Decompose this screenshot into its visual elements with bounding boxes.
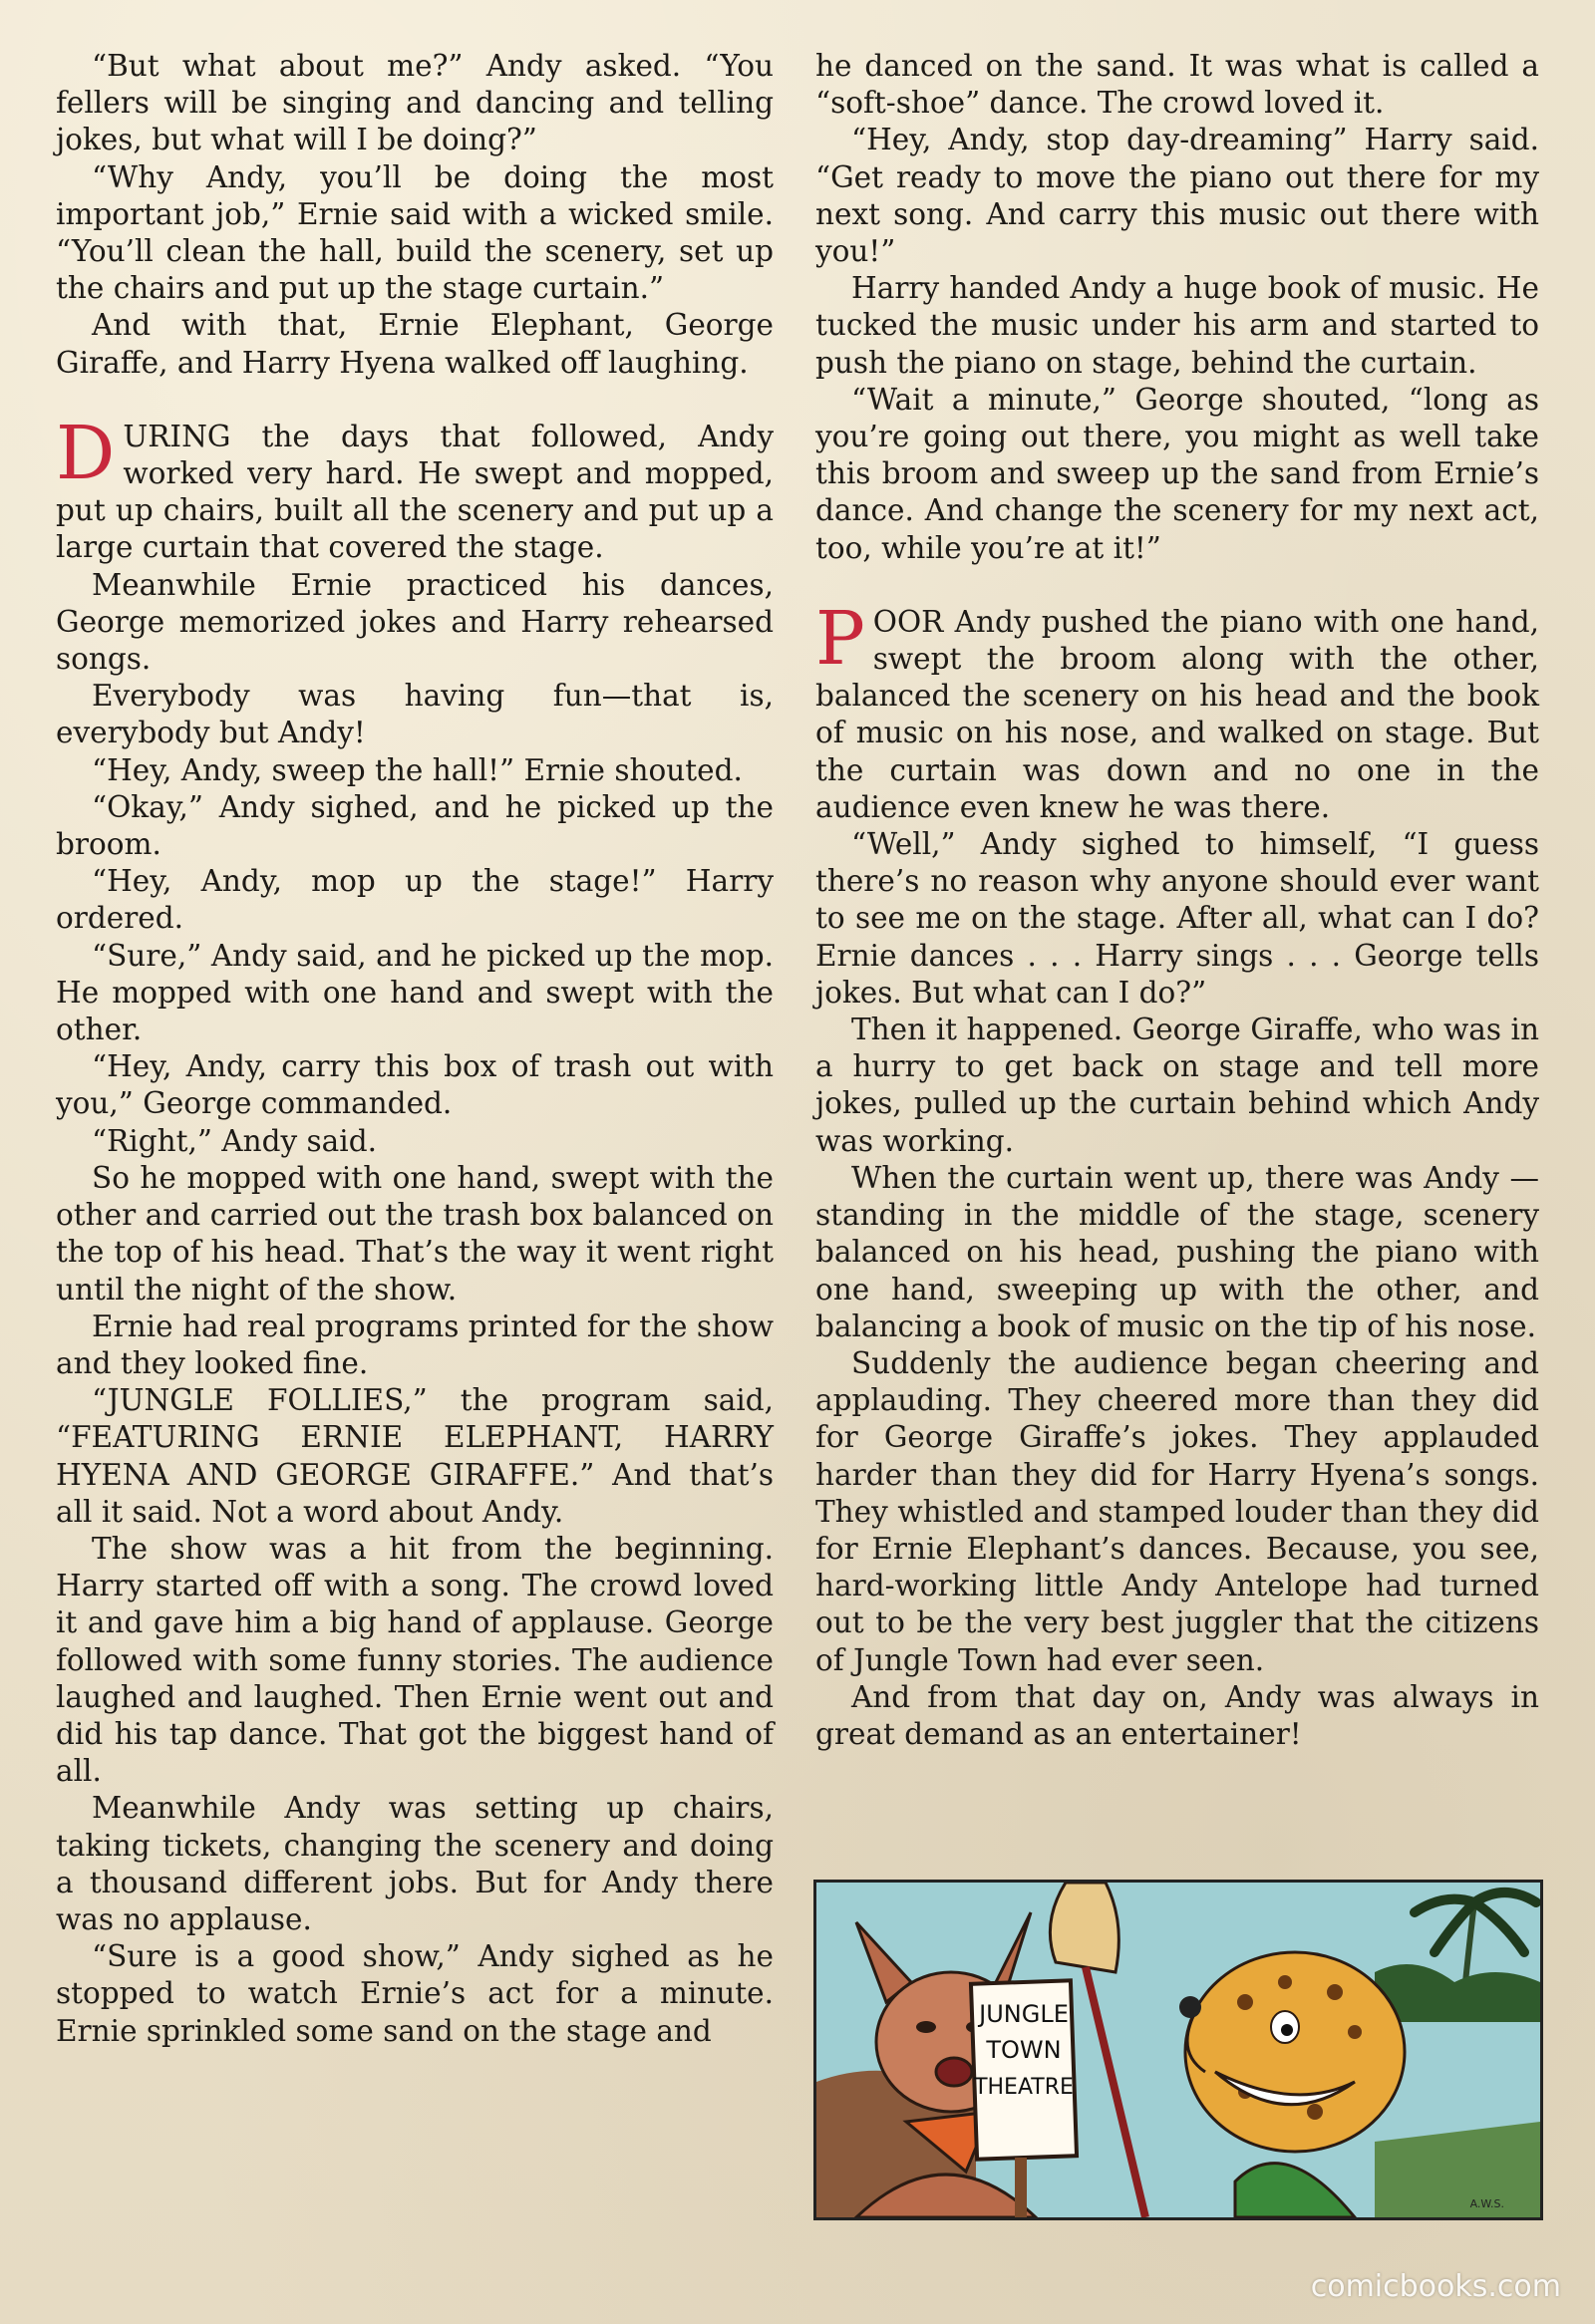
paragraph: And from that day on, Andy was always in great demand as an entertainer! [815,1679,1539,1751]
paragraph-dropcap [56,410,774,567]
story-column-left [56,48,774,2050]
paragraph: And with that, Ernie Elephant, George Giraffe, and Harry Hyena walked off laughing. [56,308,774,380]
paragraph: “Why Andy, you’ll be doing the most important job,” Ernie said with a wicked smile. “You’ll clean the hall, build the scenery, set up the chairs and put up the stage curtain.” [56,159,774,306]
paragraph: “Sure,” Andy said, and he picked up the mop. He mopped with one hand and swept with the other. [56,938,774,1047]
paragraph-text: OOR Andy pushed the piano with one hand, swept the broom along with the other, balanced the scenery on his head and the book of music on his nose, and walked on stage. But the curtain was down and no one in the audience even knew he was there. [815,604,1539,824]
paragraph: “Okay,” Andy sighed, and he picked up the broom. [56,789,774,862]
paragraph-dropcap [815,595,1539,826]
paragraph: “Wait a minute,” George shouted, “long as you’re going out there, you might as well take this broom and sweep up the sand from Ernie’s dance. And change the scenery for my next act, too, while you’re at it!” [815,382,1539,565]
paragraph: Meanwhile Ernie practiced his dances, George memorized jokes and Harry rehearsed songs. [56,567,774,677]
paragraph: Everybody was having fun—that is, everybody but Andy! [56,679,774,750]
paragraph: he danced on the sand. It was what is called a “soft-shoe” dance. The crowd loved it. [815,49,1539,121]
artist-signature: A.W.S. [1469,2197,1504,2210]
paragraph: Then it happened. George Giraffe, who was in a hurry to get back on stage and tell more jokes, pulled up the curtain behind which Andy was working. [815,1013,1539,1158]
illustration-art [816,1883,1540,2217]
paragraph: So he mopped with one hand, swept with the other and carried out the trash box balanced on the top of his head. That’s the way it went right until the night of the show. [56,1160,774,1307]
paragraph: “Hey, Andy, sweep the hall!” Ernie shouted. [92,752,743,787]
paragraph: Suddenly the audience began cheering and applauding. They cheered more than they did for George Giraffe’s jokes. They applauded harder than they did for Harry Hyena’s songs. They whistled and stamped louder than they did for Ernie Elephant’s dances. Because, you see, hard-working little Andy Antelope had turned out to be the very best juggler that the citizens of Jungle Town had ever seen. [815,1345,1539,1677]
paragraph-text: URING the days that followed, Andy worked very hard. He swept and mopped, put up chairs, built all the scenery and put up a large curtain that covered the stage. [56,419,774,565]
paragraph: “Hey, Andy, stop day-dreaming” Harry said. “Get ready to move the piano out there for my next song. And carry this music out there with you!” [815,123,1539,269]
drop-cap: D [56,410,116,496]
paragraph: The show was a hit from the beginning. Harry started off with a song. The crowd loved it and gave him a big hand of applause. George followed with some funny stories. The audience laughed and laughed. Then Ernie went out and did his tap dance. That got the biggest hand of all. [56,1531,774,1789]
story-column-right [815,48,1539,1753]
paragraph: “But what about me?” Andy asked. “You fellers will be singing and dancing and telling jokes, but what will I be doing?” [56,49,774,157]
section-gap [56,382,774,419]
paragraph: “Hey, Andy, mop up the stage!” Harry ordered. [56,864,774,936]
comic-illustration [813,1880,1543,2220]
sign-line-3: THEATRE [974,2075,1074,2100]
sign-line-2: TOWN [986,2036,1062,2064]
paragraph: Ernie had real programs printed for the show and they looked fine. [56,1308,774,1380]
paragraph: “Right,” Andy said. [92,1123,377,1158]
paragraph: Harry handed Andy a huge book of music. He tucked the music under his arm and started to push the piano on stage, behind the curtain. [815,271,1539,380]
paragraph: “JUNGLE FOLLIES,” the program said, “FEATURING ERNIE ELEPHANT, HARRY HYENA AND GEORGE GIRAFFE.” And that’s all it said. Not a word about Andy. [56,1383,774,1529]
section-gap [815,567,1539,604]
paragraph: “Sure is a good show,” Andy sighed as he stopped to watch Ernie’s act for a minute. Ernie sprinkled some sand on the stage and [56,1939,774,2048]
sign-line-1: JUNGLE [979,2000,1069,2028]
paragraph: Meanwhile Andy was setting up chairs, taking tickets, changing the scenery and doing a thousand different jobs. But for Andy there was no applause. [56,1791,774,1936]
paragraph: When the curtain went up, there was Andy —standing in the middle of the stage, scenery balanced on his head, pushing the piano with one hand, sweeping up with the other, and balancing a book of music on the tip of his nose. [815,1160,1539,1343]
paragraph: “Well,” Andy sighed to himself, “I guess there’s no reason why anyone should ever want to see me on the stage. After all, what can I do? Ernie dances . . . Harry sings . . . George tells jokes. But what can I do?” [815,827,1539,1010]
drop-cap: P [815,595,865,682]
paragraph: “Hey, Andy, carry this box of trash out with you,” George commanded. [56,1049,774,1121]
watermark: comicbooks.com [1310,2269,1561,2304]
